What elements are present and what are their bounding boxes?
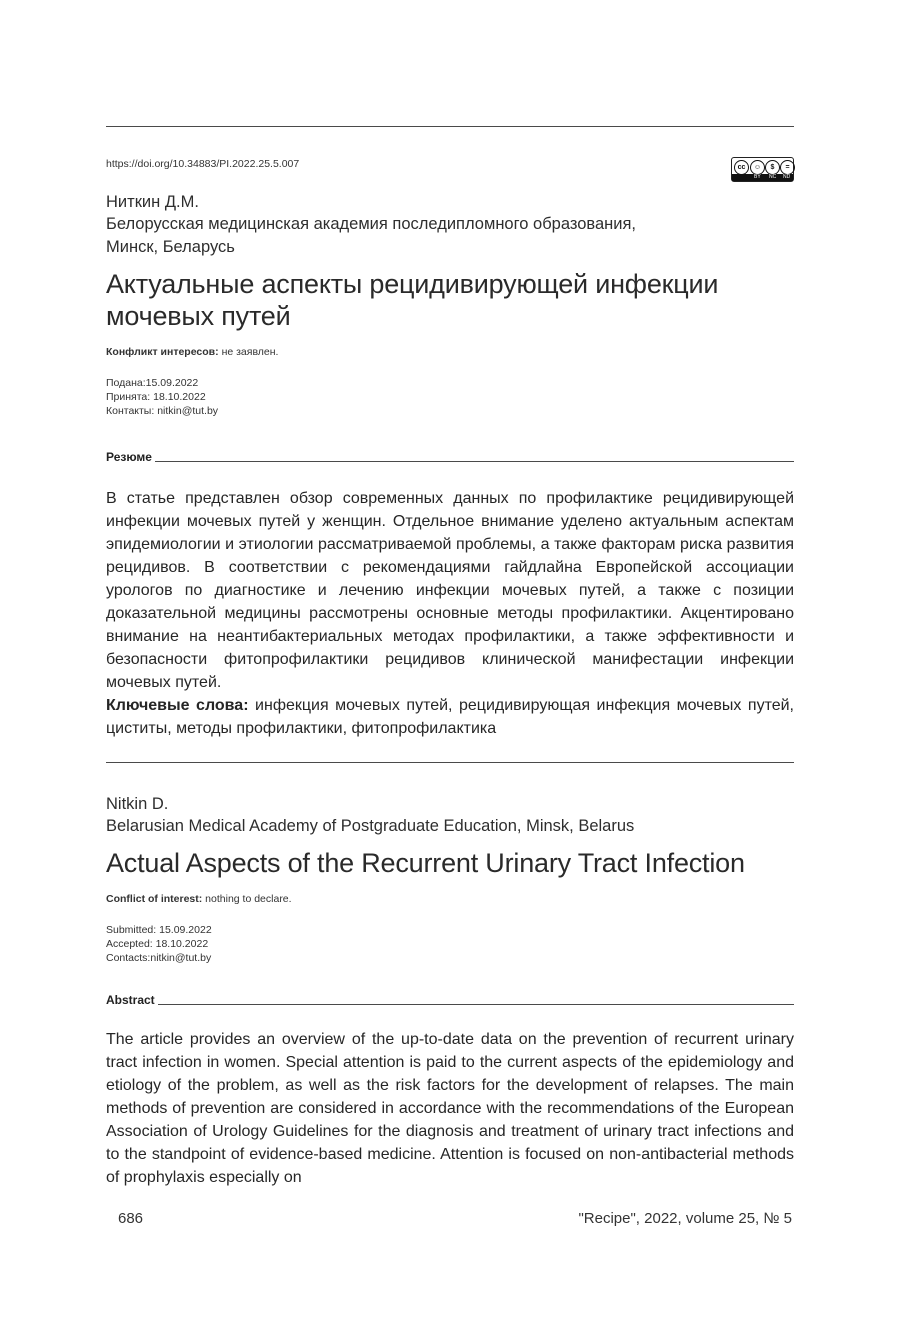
ru-conflict [106, 346, 278, 360]
ru-keywords-text: инфекция мочевых путей, рецидивирующая инфекция мочевых путей, циститы, методы профилактики, фитопрофилактика [106, 697, 794, 737]
ru-author: Ниткин Д.М. [106, 193, 199, 211]
en-affiliation: Belarusian Medical Academy of Postgraduate Education, Minsk, Belarus [106, 817, 635, 835]
ru-abstract-rule [106, 461, 794, 462]
en-contacts: Contacts:nitkin@tut.by [106, 952, 212, 964]
license-by-label: BY [754, 174, 761, 180]
ru-title-line2: мочевых путей [106, 301, 291, 331]
en-abstract [106, 1028, 794, 1189]
ru-contacts: Контакты: nitkin@tut.by [106, 405, 219, 417]
license-label-bar [732, 174, 793, 181]
nd-equals-icon: = [780, 160, 795, 175]
en-conflict-value: nothing to declare. [205, 893, 292, 905]
en-accepted: Accepted: 18.10.2022 [106, 938, 209, 950]
cc-license-badge[interactable] [731, 157, 794, 182]
ru-abstract-label: Резюме [106, 448, 155, 466]
en-abstract-label: Abstract [106, 991, 158, 1009]
ru-submitted: Подана:15.09.2022 [106, 377, 199, 389]
doi-link[interactable]: https://doi.org/10.34883/PI.2022.25.5.007 [106, 158, 300, 170]
ru-conflict-label: Конфликт интересов: [106, 346, 219, 358]
ru-abstract [106, 487, 794, 740]
by-person-icon: ☺ [750, 160, 765, 175]
en-submitted: Submitted: 15.09.2022 [106, 924, 212, 936]
nc-dollar-icon: $ [765, 160, 780, 175]
page-number: 686 [118, 1210, 144, 1227]
en-abstract-text: The article provides an overview of the up-to-date data on the prevention of recurrent urinary tract infection in women. Special attention is paid to the current aspects of the epidemiology and etiology of the problem, as well as the risk factors for the development of relapses. The main methods of prevention are considered in accordance with the recommendations of the European Association of Urology Guidelines for the diagnosis and treatment of urinary tract infections and to the standpoint of evidence-based medicine. Attention is focused on non-antibacterial methods of prophylaxis especially on [106, 1031, 794, 1186]
ru-accepted: Принята: 18.10.2022 [106, 391, 206, 403]
ru-conflict-value: не заявлен. [221, 346, 279, 358]
ru-abstract-text: В статье представлен обзор современных данных по профилактике рецидивирующей инфекции мочевых путей у женщин. Отдельное внимание уделено актуальным аспектам эпидемиологии и этиологии рассматриваемой проблемы, а также факторам риска развития рецидивов. В соответствии с рекомендациями гайдлайна Европейской ассоциации урологов по диагностике и лечению инфекции мочевых путей, а также с позиции доказательной медицины рассмотрены основные методы профилактики. Акцентировано внимание на неантибактериальных методах профилактики, а также эффективности и безопасности фитопрофилактики рецидивов клинической манифестации инфекции мочевых путей. [106, 490, 794, 691]
top-rule [106, 126, 794, 127]
ru-keywords-label: Ключевые слова: [106, 697, 249, 714]
en-title: Actual Aspects of the Recurrent Urinary Tract Infection [106, 848, 745, 878]
ru-title-line1: Актуальные аспекты рецидивирующей инфекции [106, 269, 719, 299]
ru-affiliation-line2: Минск, Беларусь [106, 238, 235, 256]
en-author: Nitkin D. [106, 795, 169, 813]
en-conflict [106, 893, 292, 907]
license-nd-label: ND [783, 174, 791, 180]
en-conflict-label: Conflict of interest: [106, 893, 203, 905]
license-nc-label: NC [769, 174, 777, 180]
ru-affiliation-line1: Белорусская медицинская академия последипломного образования, [106, 215, 636, 233]
journal-citation: "Recipe", 2022, volume 25, № 5 [578, 1210, 792, 1227]
en-abstract-rule [106, 1004, 794, 1005]
cc-icon: cc [734, 160, 749, 175]
section-separator [106, 762, 794, 763]
